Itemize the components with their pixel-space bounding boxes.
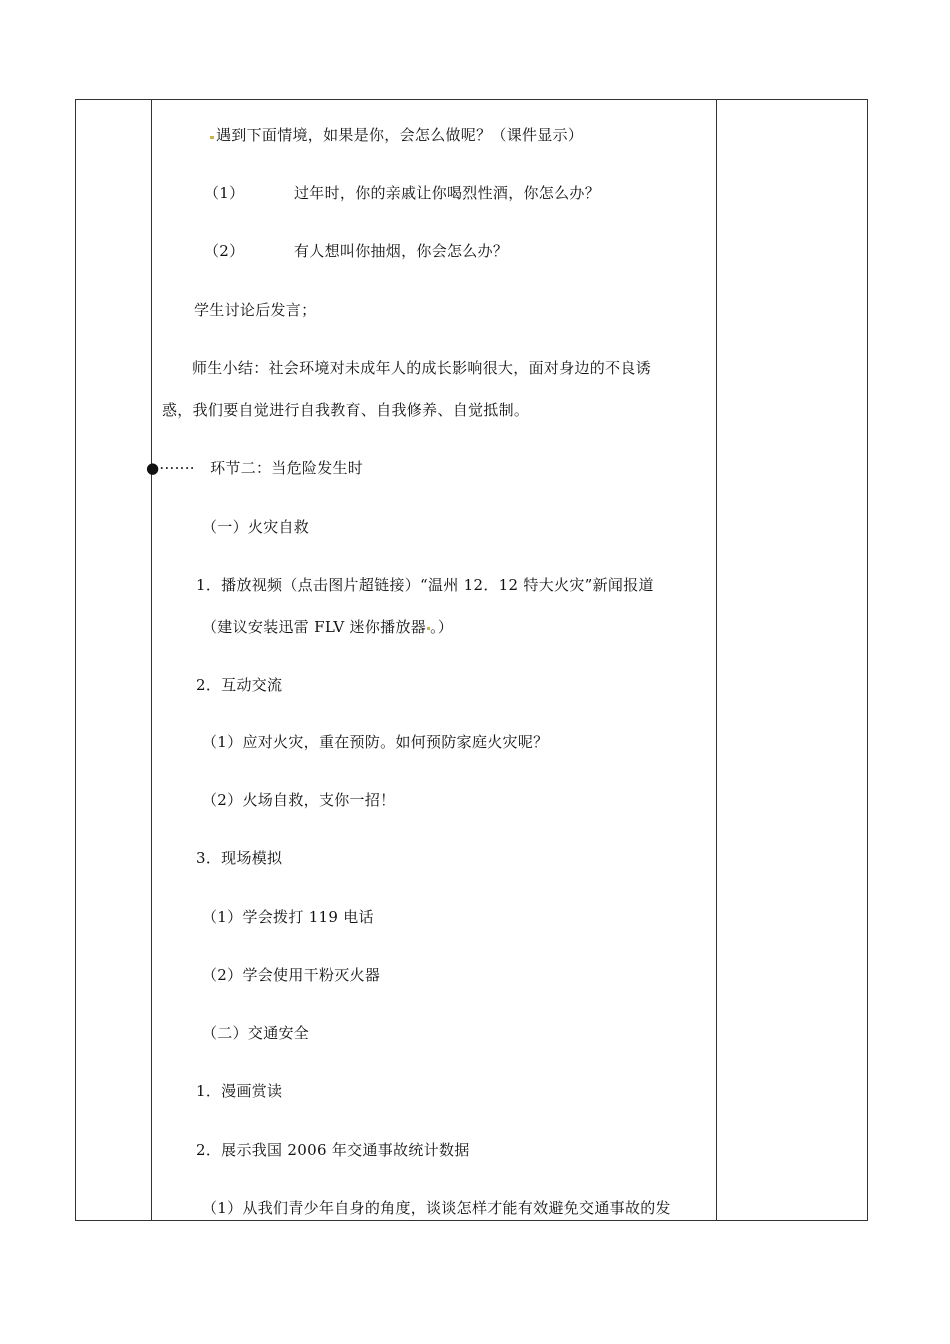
item-simulation-2: （2）学会使用干粉灭火器 — [202, 966, 381, 984]
situation-item-2: （2） 有人想叫你抽烟，你会怎么办？ — [204, 242, 509, 260]
item-statistics-1: （1）从我们青少年自身的角度，谈谈怎样才能有效避免交通事故的发 — [202, 1199, 671, 1217]
column-divider-right — [716, 100, 717, 1220]
lesson-content-cell — [146, 100, 716, 1220]
item-simulation: 3．现场模拟 — [196, 849, 283, 867]
student-discussion: 学生讨论后发言； — [194, 301, 317, 319]
bullet-icon: ●······· — [146, 459, 195, 477]
situation-intro: 遇到下面情境，如果是你，会怎么做呢？（课件显示） — [210, 125, 583, 145]
lesson-table — [75, 99, 868, 1221]
item-simulation-1: （1）学会拨打 119 电话 — [202, 908, 374, 926]
item-statistics: 2．展示我国 2006 年交通事故统计数据 — [196, 1141, 470, 1159]
summary-line-1: 师生小结：社会环境对未成年人的成长影响很大，面对身边的不良诱 — [192, 359, 652, 377]
section-heading-2: ●······· 环节二：当危险发生时 — [146, 459, 364, 477]
subsection-fire: （一）火灾自救 — [202, 518, 310, 536]
item-interaction: 2．互动交流 — [196, 676, 283, 694]
summary-line-2: 惑，我们要自觉进行自我教育、自我修养、自觉抵制。 — [162, 401, 530, 419]
marker-dot-icon — [210, 136, 214, 139]
item-comics: 1．漫画赏读 — [196, 1082, 283, 1100]
item-interaction-1: （1）应对火灾，重在预防。如何预防家庭火灾呢？ — [202, 733, 549, 751]
situation-item-1: （1） 过年时，你的亲戚让你喝烈性酒，你怎么办？ — [204, 184, 601, 202]
subsection-traffic: （二）交通安全 — [202, 1024, 310, 1042]
item-video-note: （建议安装迅雷 FLV 迷你播放器 。） — [202, 618, 454, 636]
item-video: 1．播放视频（点击图片超链接）“温州 12．12 特大火灾”新闻报道 — [196, 576, 654, 594]
item-interaction-2: （2）火场自救，支你一招！ — [202, 791, 396, 809]
